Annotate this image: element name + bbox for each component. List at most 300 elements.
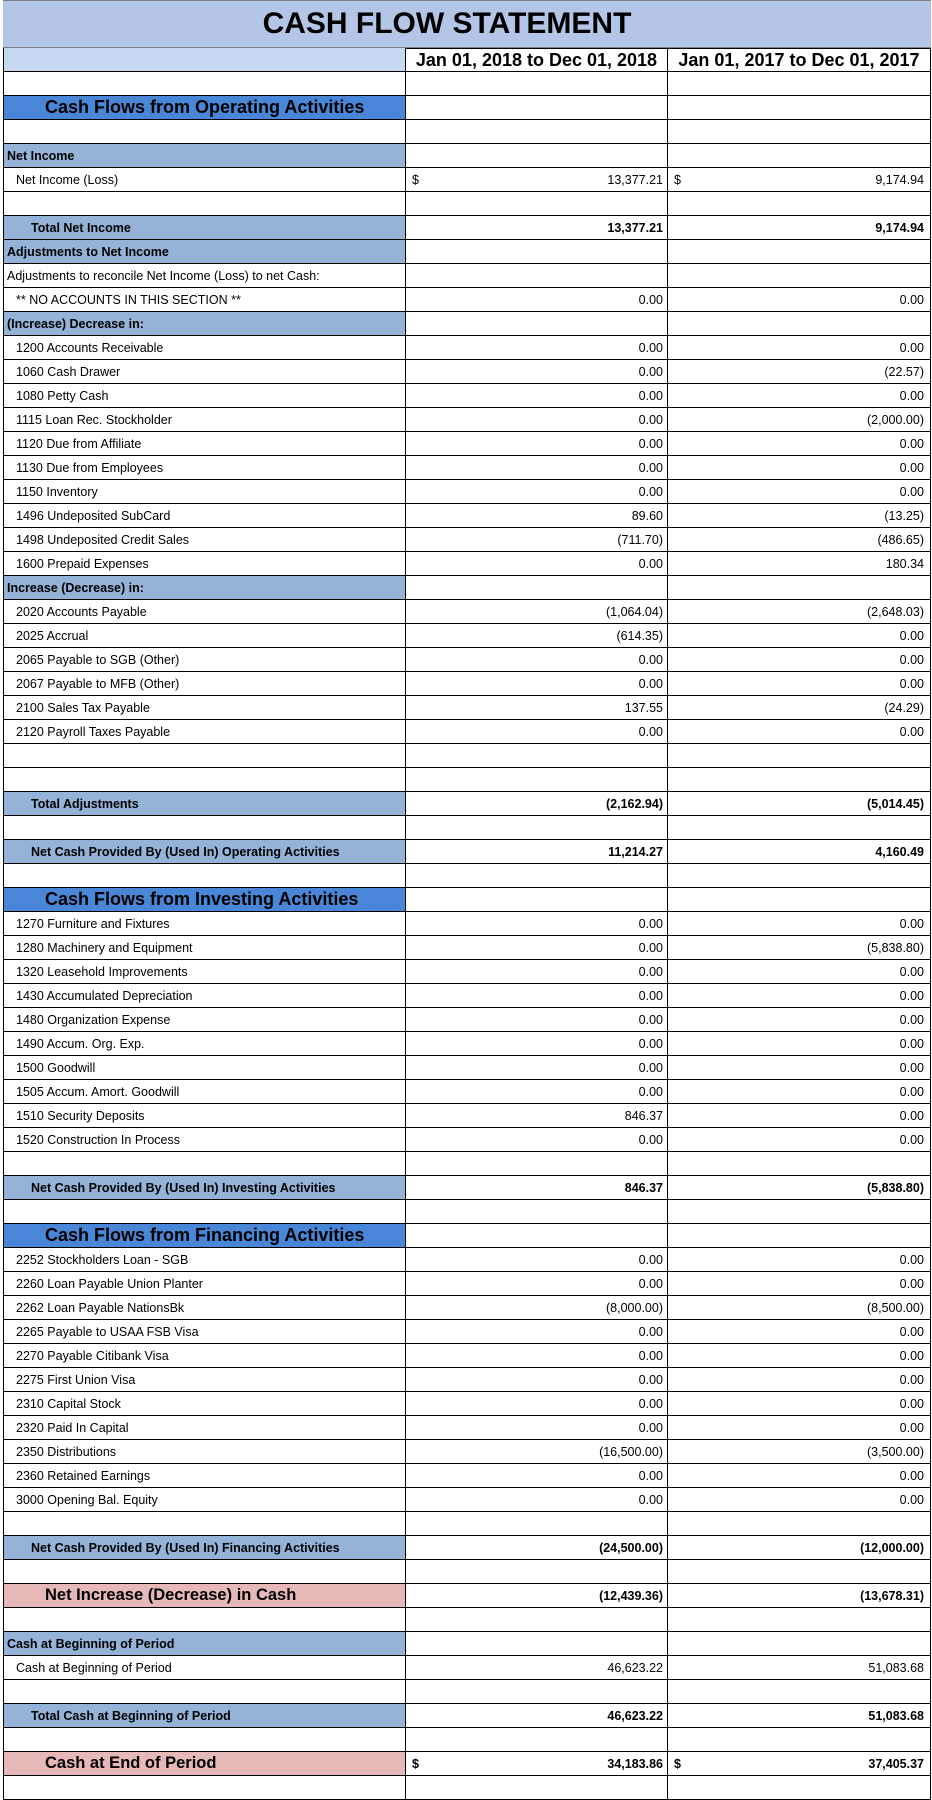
- label-cell[interactable]: [3, 1152, 405, 1176]
- value-cell-2017[interactable]: [667, 1056, 931, 1080]
- value-cell-2017[interactable]: [667, 72, 931, 96]
- value-cell-2017[interactable]: [667, 1488, 931, 1512]
- label-cell[interactable]: [3, 600, 405, 624]
- value-cell-2017[interactable]: [667, 1656, 931, 1680]
- value-cell-2017[interactable]: [667, 216, 931, 240]
- amount-2018: 0.00: [638, 724, 663, 739]
- label-cell[interactable]: [3, 1488, 405, 1512]
- value-cell-2017[interactable]: [667, 1080, 931, 1104]
- row-label: 2100 Sales Tax Payable: [16, 700, 150, 715]
- value-cell-2017[interactable]: [667, 168, 931, 192]
- value-cell-2018[interactable]: [405, 120, 667, 144]
- table-row: [3, 456, 931, 480]
- table-row: [3, 168, 931, 192]
- value-cell-2018[interactable]: [405, 576, 667, 600]
- value-cell-2017[interactable]: [667, 1440, 931, 1464]
- amount-2017: (13.25): [884, 508, 924, 523]
- amount-2018: 13,377.21: [607, 220, 663, 235]
- value-cell-2018[interactable]: [405, 1608, 667, 1632]
- value-cell-2017[interactable]: [667, 1776, 931, 1800]
- value-cell-2018[interactable]: [405, 600, 667, 624]
- value-cell-2018[interactable]: [405, 888, 667, 912]
- value-cell-2017[interactable]: [667, 912, 931, 936]
- label-cell[interactable]: [3, 216, 405, 240]
- value-cell-2017[interactable]: [667, 1248, 931, 1272]
- value-cell-2017[interactable]: [667, 192, 931, 216]
- value-cell-2018[interactable]: [405, 1008, 667, 1032]
- label-cell[interactable]: [3, 72, 405, 96]
- amount-2017: 0.00: [899, 1420, 924, 1435]
- title-row: [3, 0, 931, 48]
- value-cell-2017[interactable]: [667, 1128, 931, 1152]
- amount-2018: 0.00: [638, 436, 663, 451]
- value-cell-2017[interactable]: [667, 1224, 931, 1248]
- amount-2018: 34,183.86: [607, 1756, 663, 1771]
- value-cell-2018[interactable]: [405, 1272, 667, 1296]
- value-cell-2017[interactable]: [667, 1680, 931, 1704]
- value-cell-2018[interactable]: [405, 720, 667, 744]
- label-cell[interactable]: [3, 1296, 405, 1320]
- amount-2017: 0.00: [899, 460, 924, 475]
- row-label: 1080 Petty Cash: [16, 388, 109, 403]
- label-cell[interactable]: [3, 1032, 405, 1056]
- value-cell-2018[interactable]: [405, 1752, 667, 1776]
- value-cell-2017[interactable]: [667, 576, 931, 600]
- header-blank-cell[interactable]: [3, 48, 405, 72]
- label-cell[interactable]: [3, 1752, 405, 1776]
- value-cell-2018[interactable]: [405, 1344, 667, 1368]
- label-cell[interactable]: [3, 576, 405, 600]
- value-cell-2018[interactable]: [405, 1704, 667, 1728]
- label-cell[interactable]: [3, 1392, 405, 1416]
- value-cell-2018[interactable]: [405, 1728, 667, 1752]
- value-cell-2017[interactable]: [667, 1272, 931, 1296]
- value-cell-2017[interactable]: [667, 144, 931, 168]
- value-cell-2017[interactable]: [667, 960, 931, 984]
- value-cell-2017[interactable]: [667, 744, 931, 768]
- table-row: [3, 816, 931, 840]
- label-cell[interactable]: [3, 1512, 405, 1536]
- value-cell-2018[interactable]: [405, 696, 667, 720]
- value-cell-2018[interactable]: [405, 1080, 667, 1104]
- label-cell[interactable]: [3, 1656, 405, 1680]
- value-cell-2017[interactable]: [667, 792, 931, 816]
- amount-2018: (1,064.04): [606, 604, 663, 619]
- label-cell[interactable]: [3, 672, 405, 696]
- value-cell-2017[interactable]: [667, 1536, 931, 1560]
- value-cell-2018[interactable]: [405, 552, 667, 576]
- value-cell-2017[interactable]: [667, 1704, 931, 1728]
- label-cell[interactable]: [3, 1704, 405, 1728]
- value-cell-2017[interactable]: [667, 1344, 931, 1368]
- subheading-row: [3, 312, 931, 336]
- value-cell-2018[interactable]: [405, 96, 667, 120]
- value-cell-2017[interactable]: [667, 1608, 931, 1632]
- label-cell[interactable]: [3, 1008, 405, 1032]
- label-cell[interactable]: [3, 936, 405, 960]
- value-cell-2017[interactable]: [667, 336, 931, 360]
- value-cell-2017[interactable]: [667, 504, 931, 528]
- value-cell-2017[interactable]: [667, 1392, 931, 1416]
- value-cell-2017[interactable]: [667, 552, 931, 576]
- label-cell[interactable]: [3, 1776, 405, 1800]
- table-row: [3, 1464, 931, 1488]
- label-cell[interactable]: [3, 720, 405, 744]
- value-cell-2018[interactable]: [405, 240, 667, 264]
- table-row: [3, 336, 931, 360]
- label-cell[interactable]: [3, 1224, 405, 1248]
- label-cell[interactable]: [3, 528, 405, 552]
- row-label: 2252 Stockholders Loan - SGB: [16, 1252, 189, 1267]
- amount-2018: 846.37: [624, 1180, 663, 1195]
- amount-2018: 0.00: [638, 340, 663, 355]
- table-row: [3, 72, 931, 96]
- value-cell-2018[interactable]: [405, 1224, 667, 1248]
- value-cell-2018[interactable]: [405, 1440, 667, 1464]
- label-cell[interactable]: [3, 1680, 405, 1704]
- row-label: 2067 Payable to MFB (Other): [16, 676, 180, 691]
- value-cell-2018[interactable]: [405, 456, 667, 480]
- amount-2017: (5,838.80): [867, 1180, 924, 1195]
- table-row: [3, 1392, 931, 1416]
- value-cell-2017[interactable]: [667, 1320, 931, 1344]
- value-cell-2018[interactable]: [405, 144, 667, 168]
- value-cell-2018[interactable]: [405, 1296, 667, 1320]
- value-cell-2017[interactable]: [667, 1560, 931, 1584]
- amount-2017: (5,014.45): [867, 796, 924, 811]
- label-cell[interactable]: [3, 336, 405, 360]
- value-cell-2017[interactable]: [667, 888, 931, 912]
- value-cell-2018[interactable]: [405, 1632, 667, 1656]
- value-cell-2018[interactable]: [405, 264, 667, 288]
- label-cell[interactable]: [3, 1080, 405, 1104]
- amount-2018: 137.55: [624, 700, 663, 715]
- label-cell[interactable]: [3, 816, 405, 840]
- label-cell[interactable]: [3, 1464, 405, 1488]
- value-cell-2017[interactable]: [667, 864, 931, 888]
- value-cell-2017[interactable]: [667, 984, 931, 1008]
- value-cell-2017[interactable]: [667, 816, 931, 840]
- value-cell-2018[interactable]: [405, 1392, 667, 1416]
- value-cell-2018[interactable]: [405, 744, 667, 768]
- label-cell[interactable]: [3, 1128, 405, 1152]
- label-cell[interactable]: [3, 840, 405, 864]
- row-label: 1270 Furniture and Fixtures: [16, 916, 170, 931]
- amount-2017: 0.00: [899, 484, 924, 499]
- value-cell-2018[interactable]: [405, 1680, 667, 1704]
- value-cell-2017[interactable]: [667, 360, 931, 384]
- amount-2017: 0.00: [899, 1108, 924, 1123]
- value-cell-2018[interactable]: [405, 624, 667, 648]
- value-cell-2018[interactable]: [405, 864, 667, 888]
- label-cell[interactable]: [3, 1440, 405, 1464]
- label-cell[interactable]: [3, 456, 405, 480]
- label-cell[interactable]: [3, 480, 405, 504]
- column-header-2017[interactable]: Jan 01, 2017 to Dec 01, 2017: [667, 48, 931, 72]
- value-cell-2017[interactable]: [667, 1032, 931, 1056]
- label-cell[interactable]: [3, 1272, 405, 1296]
- amount-2018: 0.00: [638, 1012, 663, 1027]
- value-cell-2017[interactable]: [667, 1152, 931, 1176]
- value-cell-2018[interactable]: [405, 1656, 667, 1680]
- value-cell-2018[interactable]: [405, 792, 667, 816]
- value-cell-2017[interactable]: [667, 312, 931, 336]
- table-row: [3, 1032, 931, 1056]
- value-cell-2017[interactable]: [667, 1584, 931, 1608]
- value-cell-2018[interactable]: [405, 384, 667, 408]
- value-cell-2017[interactable]: [667, 480, 931, 504]
- amount-2017: (13,678.31): [860, 1588, 924, 1603]
- label-cell[interactable]: [3, 1536, 405, 1560]
- value-cell-2017[interactable]: [667, 384, 931, 408]
- label-cell[interactable]: [3, 552, 405, 576]
- value-cell-2018[interactable]: [405, 840, 667, 864]
- row-label: Cash Flows from Financing Activities: [45, 1225, 365, 1245]
- value-cell-2017[interactable]: [667, 696, 931, 720]
- label-cell[interactable]: [3, 264, 405, 288]
- label-cell[interactable]: [3, 312, 405, 336]
- label-cell[interactable]: [3, 1416, 405, 1440]
- table-row: [3, 648, 931, 672]
- amount-2017: 51,083.68: [868, 1660, 924, 1675]
- value-cell-2018[interactable]: [405, 72, 667, 96]
- total-row: [3, 216, 931, 240]
- label-cell[interactable]: [3, 1056, 405, 1080]
- table-row: [3, 1656, 931, 1680]
- value-cell-2017[interactable]: [667, 120, 931, 144]
- value-cell-2017[interactable]: [667, 1416, 931, 1440]
- amount-2018: (711.70): [617, 532, 663, 547]
- amount-2018: (2,162.94): [606, 796, 663, 811]
- label-cell[interactable]: [3, 984, 405, 1008]
- value-cell-2018[interactable]: [405, 672, 667, 696]
- subheading-row: [3, 144, 931, 168]
- value-cell-2017[interactable]: [667, 600, 931, 624]
- value-cell-2018[interactable]: [405, 1560, 667, 1584]
- value-cell-2018[interactable]: [405, 1176, 667, 1200]
- value-cell-2018[interactable]: [405, 816, 667, 840]
- row-label: Increase (Decrease) in:: [7, 580, 144, 595]
- label-cell[interactable]: [3, 1200, 405, 1224]
- value-cell-2017[interactable]: [667, 648, 931, 672]
- amount-2017: (3,500.00): [867, 1444, 924, 1459]
- label-cell[interactable]: [3, 408, 405, 432]
- value-cell-2017[interactable]: [667, 672, 931, 696]
- label-cell[interactable]: [3, 624, 405, 648]
- label-cell[interactable]: [3, 504, 405, 528]
- row-label: 2020 Accounts Payable: [16, 604, 147, 619]
- label-cell[interactable]: [3, 1632, 405, 1656]
- value-cell-2017[interactable]: [667, 1200, 931, 1224]
- value-cell-2017[interactable]: [667, 1728, 931, 1752]
- amount-2017: 37,405.37: [868, 1756, 924, 1771]
- table-row: [3, 1200, 931, 1224]
- total-row: [3, 840, 931, 864]
- value-cell-2017[interactable]: [667, 456, 931, 480]
- value-cell-2017[interactable]: [667, 1752, 931, 1776]
- table-row: [3, 504, 931, 528]
- label-cell[interactable]: [3, 744, 405, 768]
- value-cell-2018[interactable]: [405, 288, 667, 312]
- label-cell[interactable]: [3, 432, 405, 456]
- table-row: [3, 1440, 931, 1464]
- label-cell[interactable]: [3, 960, 405, 984]
- value-cell-2018[interactable]: [405, 1416, 667, 1440]
- value-cell-2018[interactable]: [405, 504, 667, 528]
- label-cell[interactable]: [3, 1320, 405, 1344]
- label-cell[interactable]: [3, 1176, 405, 1200]
- value-cell-2018[interactable]: [405, 1032, 667, 1056]
- value-cell-2018[interactable]: [405, 936, 667, 960]
- value-cell-2017[interactable]: [667, 1512, 931, 1536]
- amount-2018: (8,000.00): [606, 1300, 663, 1315]
- label-cell[interactable]: [3, 360, 405, 384]
- label-cell[interactable]: [3, 1368, 405, 1392]
- row-label: Cash at Beginning of Period: [16, 1660, 172, 1675]
- amount-2018: (12,439.36): [599, 1588, 663, 1603]
- label-cell[interactable]: [3, 168, 405, 192]
- amount-2017: 0.00: [899, 1132, 924, 1147]
- value-cell-2017[interactable]: [667, 1008, 931, 1032]
- label-cell[interactable]: [3, 192, 405, 216]
- amount-2018: 0.00: [638, 964, 663, 979]
- value-cell-2017[interactable]: [667, 96, 931, 120]
- value-cell-2017[interactable]: [667, 1632, 931, 1656]
- label-cell[interactable]: [3, 120, 405, 144]
- table-row: [3, 600, 931, 624]
- value-cell-2017[interactable]: [667, 408, 931, 432]
- label-cell[interactable]: [3, 792, 405, 816]
- value-cell-2018[interactable]: [405, 1464, 667, 1488]
- amount-2018: (614.35): [616, 628, 663, 643]
- value-cell-2018[interactable]: [405, 960, 667, 984]
- label-cell[interactable]: [3, 912, 405, 936]
- table-row: [3, 672, 931, 696]
- label-cell[interactable]: [3, 1584, 405, 1608]
- row-label: Net Income (Loss): [16, 172, 119, 187]
- value-cell-2018[interactable]: [405, 1104, 667, 1128]
- value-cell-2017[interactable]: [667, 528, 931, 552]
- label-cell[interactable]: [3, 1560, 405, 1584]
- currency-symbol: $: [674, 172, 681, 187]
- value-cell-2017[interactable]: [667, 720, 931, 744]
- value-cell-2017[interactable]: [667, 840, 931, 864]
- value-cell-2017[interactable]: [667, 1464, 931, 1488]
- row-label: 1150 Inventory: [16, 484, 98, 499]
- amount-2018: 0.00: [638, 484, 663, 499]
- amount-2018: 0.00: [638, 412, 663, 427]
- label-cell[interactable]: [3, 288, 405, 312]
- label-cell[interactable]: [3, 1248, 405, 1272]
- value-cell-2018[interactable]: [405, 648, 667, 672]
- value-cell-2018[interactable]: [405, 1152, 667, 1176]
- label-cell[interactable]: [3, 1728, 405, 1752]
- value-cell-2018[interactable]: [405, 984, 667, 1008]
- value-cell-2017[interactable]: [667, 288, 931, 312]
- value-cell-2018[interactable]: [405, 1536, 667, 1560]
- value-cell-2017[interactable]: [667, 768, 931, 792]
- value-cell-2018[interactable]: [405, 336, 667, 360]
- label-cell[interactable]: [3, 1104, 405, 1128]
- table-row: [3, 1056, 931, 1080]
- value-cell-2018[interactable]: [405, 360, 667, 384]
- label-cell[interactable]: [3, 696, 405, 720]
- value-cell-2018[interactable]: [405, 312, 667, 336]
- value-cell-2018[interactable]: [405, 768, 667, 792]
- value-cell-2017[interactable]: [667, 1104, 931, 1128]
- value-cell-2018[interactable]: [405, 216, 667, 240]
- value-cell-2018[interactable]: [405, 1512, 667, 1536]
- highlight-total-row: [3, 1752, 931, 1776]
- subheading-row: [3, 240, 931, 264]
- value-cell-2018[interactable]: [405, 1248, 667, 1272]
- value-cell-2018[interactable]: [405, 1488, 667, 1512]
- value-cell-2018[interactable]: [405, 408, 667, 432]
- value-cell-2017[interactable]: [667, 1368, 931, 1392]
- currency-symbol: $: [412, 1756, 419, 1771]
- amount-2018: 0.00: [638, 1132, 663, 1147]
- value-cell-2018[interactable]: [405, 192, 667, 216]
- amount-2018: 0.00: [638, 676, 663, 691]
- value-cell-2017[interactable]: [667, 936, 931, 960]
- value-cell-2017[interactable]: [667, 1296, 931, 1320]
- value-cell-2018[interactable]: [405, 1320, 667, 1344]
- total-row: [3, 1176, 931, 1200]
- amount-2018: 0.00: [638, 388, 663, 403]
- column-header-2018[interactable]: Jan 01, 2018 to Dec 01, 2018: [405, 48, 667, 72]
- value-cell-2018[interactable]: [405, 1776, 667, 1800]
- label-cell[interactable]: [3, 144, 405, 168]
- value-cell-2018[interactable]: [405, 1128, 667, 1152]
- value-cell-2017[interactable]: [667, 1176, 931, 1200]
- table-row: [3, 120, 931, 144]
- label-cell[interactable]: [3, 1608, 405, 1632]
- row-label: 2260 Loan Payable Union Planter: [16, 1276, 203, 1291]
- amount-2017: 0.00: [899, 724, 924, 739]
- value-cell-2017[interactable]: [667, 240, 931, 264]
- amount-2018: 0.00: [638, 1468, 663, 1483]
- label-cell[interactable]: [3, 768, 405, 792]
- label-cell[interactable]: [3, 888, 405, 912]
- label-cell[interactable]: [3, 648, 405, 672]
- amount-2017: 0.00: [899, 388, 924, 403]
- label-cell[interactable]: [3, 384, 405, 408]
- amount-2018: 0.00: [638, 1372, 663, 1387]
- row-label: 2320 Paid In Capital: [16, 1420, 129, 1435]
- label-cell[interactable]: [3, 1344, 405, 1368]
- value-cell-2018[interactable]: [405, 1368, 667, 1392]
- label-cell[interactable]: [3, 240, 405, 264]
- amount-2017: (5,838.80): [867, 940, 924, 955]
- value-cell-2018[interactable]: [405, 480, 667, 504]
- value-cell-2018[interactable]: [405, 912, 667, 936]
- value-cell-2017[interactable]: [667, 432, 931, 456]
- value-cell-2018[interactable]: [405, 1056, 667, 1080]
- row-label: 1430 Accumulated Depreciation: [16, 988, 193, 1003]
- value-cell-2018[interactable]: [405, 168, 667, 192]
- amount-2017: (22.57): [884, 364, 924, 379]
- label-cell[interactable]: [3, 96, 405, 120]
- value-cell-2018[interactable]: [405, 1200, 667, 1224]
- value-cell-2018[interactable]: [405, 432, 667, 456]
- value-cell-2017[interactable]: [667, 624, 931, 648]
- amount-2017: (12,000.00): [860, 1540, 924, 1555]
- value-cell-2017[interactable]: [667, 264, 931, 288]
- table-row: [3, 408, 931, 432]
- value-cell-2018[interactable]: [405, 528, 667, 552]
- value-cell-2018[interactable]: [405, 1584, 667, 1608]
- label-cell[interactable]: [3, 864, 405, 888]
